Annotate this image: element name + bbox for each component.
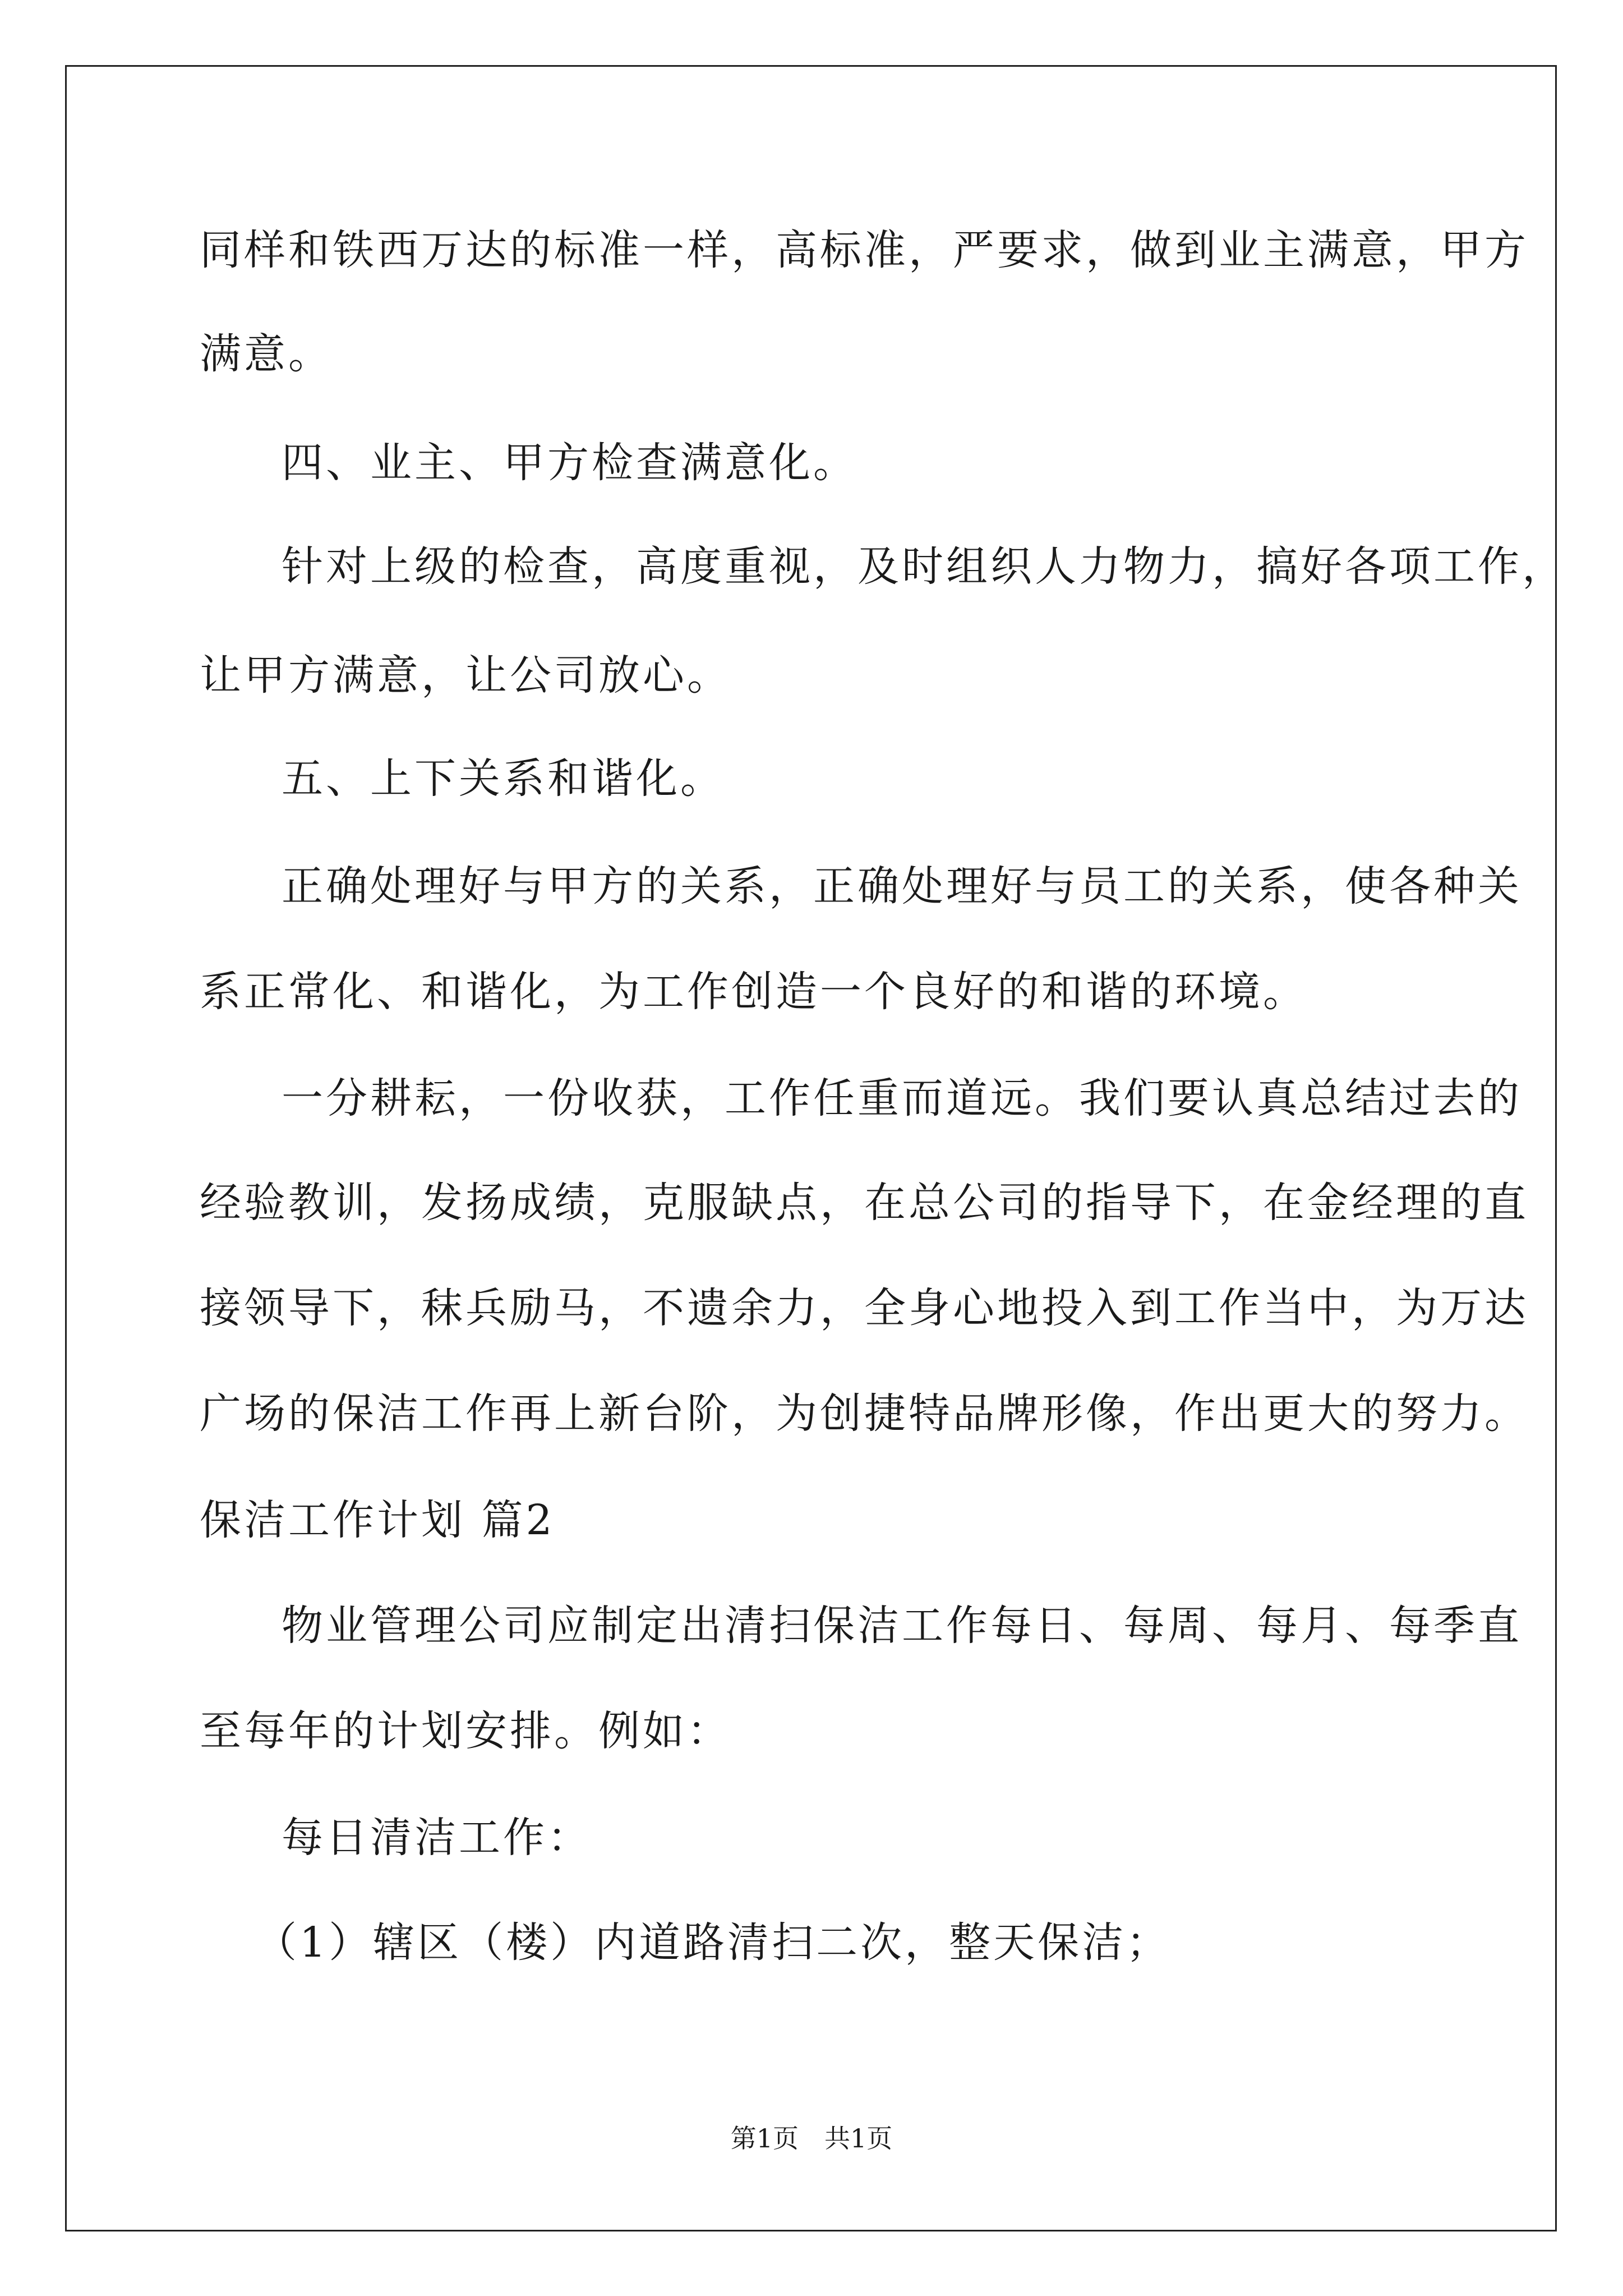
subheading-daily: 每日清洁工作： [282, 1814, 592, 1862]
body-line-7: 正确处理好与甲方的关系，正确处理好与员工的关系，使各种关 [282, 862, 1522, 910]
page-frame [65, 65, 1557, 2231]
body-line-1: 同样和铁西万达的标准一样，高标准，严要求，做到业主满意，甲方 [200, 226, 1529, 274]
body-line-12: 广场的保洁工作再上新台阶，为创捷特品牌形像，作出更大的努力。 [200, 1389, 1529, 1438]
body-line-11: 接领导下，秣兵励马，不遗余力，全身心地投入到工作当中，为万达 [200, 1284, 1529, 1332]
section-heading-5: 五、上下关系和谐化。 [282, 754, 725, 803]
body-line-5: 让甲方满意，让公司放心。 [200, 651, 731, 700]
body-line-4: 针对上级的检查，高度重视，及时组织人力物力，搞好各项工作， [282, 542, 1566, 591]
body-line-10: 经验教训，发扬成绩，克服缺点，在总公司的指导下，在金经理的直 [200, 1179, 1529, 1227]
body-line-2: 满意。 [200, 330, 333, 378]
body-line-9: 一分耕耘，一份收获，工作任重而道远。我们要认真总结过去的 [282, 1074, 1522, 1122]
section-heading-4: 四、业主、甲方检查满意化。 [282, 439, 857, 487]
section-title: 保洁工作计划 篇2 [200, 1496, 555, 1544]
body-line-8: 系正常化、和谐化，为工作创造一个良好的和谐的环境。 [200, 968, 1307, 1016]
list-item: （1）辖区（楼）内道路清扫二次，整天保洁； [255, 1918, 1171, 1967]
body-line-15: 至每年的计划安排。例如： [200, 1707, 731, 1755]
page-number-footer: 第1页 共1页 [730, 2123, 893, 2154]
body-line-14: 物业管理公司应制定出清扫保洁工作每日、每周、每月、每季直 [282, 1602, 1522, 1650]
